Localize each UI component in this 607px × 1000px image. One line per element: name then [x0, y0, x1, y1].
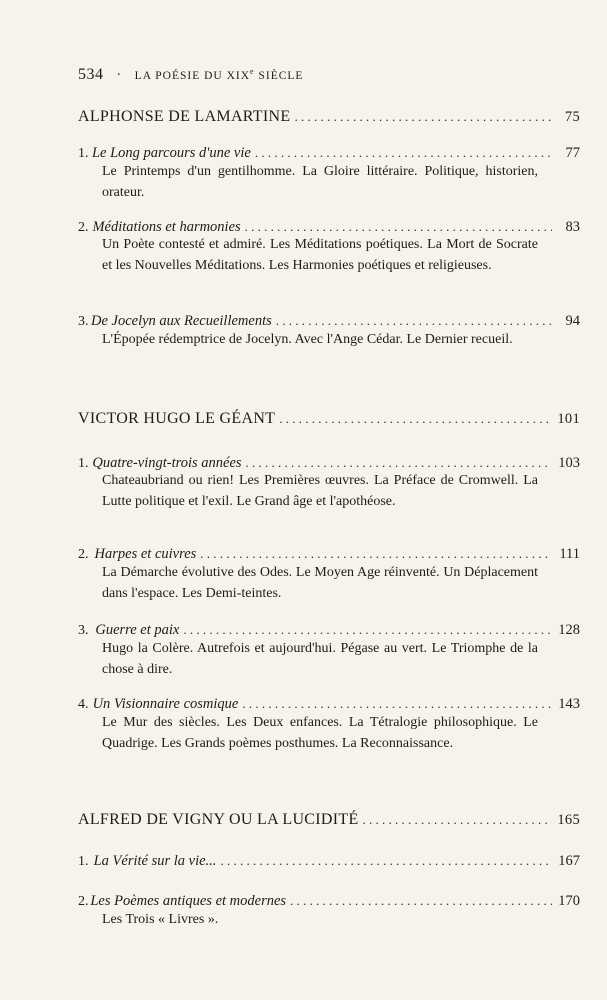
chapter-title: Les Poèmes antiques et modernes [90, 893, 287, 909]
chapter-page: 94 [565, 313, 580, 329]
chapter-number: 2. [78, 547, 89, 562]
chapter-title: Méditations et harmonies [92, 219, 241, 235]
chapter-number: 1. [78, 854, 89, 869]
toc-chapter[interactable] [78, 546, 580, 563]
leader-dots [245, 219, 552, 235]
section-page: 165 [557, 812, 580, 828]
toc-chapter[interactable] [78, 622, 580, 639]
chapter-page: 77 [565, 145, 580, 161]
chapter-title: La Vérité sur la vie... [93, 853, 217, 869]
chapter-page: 111 [559, 546, 580, 562]
section-title: VICTOR HUGO LE GÉANT [78, 410, 276, 427]
chapter-page: 167 [558, 853, 580, 869]
chapter-page: 170 [558, 893, 580, 909]
chapter-number: 3. [78, 623, 89, 638]
toc-chapter[interactable] [78, 455, 580, 472]
toc-chapter[interactable] [78, 853, 580, 870]
chapter-title: Harpes et cuivres [94, 546, 197, 562]
toc-section-vigny[interactable] [78, 811, 580, 829]
chapter-summary: Chateaubriand ou rien! Les Premières œuvres. La Préface de Cromwell. La Lutte politique et l'exil. Le Grand âge et l'apothéose. [102, 473, 538, 509]
leader-dots [246, 455, 552, 471]
leader-dots [294, 109, 552, 125]
page-number: 534 [78, 66, 104, 83]
chapter-summary: La Démarche évolutive des Odes. Le Moyen Age réinventé. Un Déplacement dans l'espace. Les Demi-teintes. [102, 565, 538, 601]
leader-dots [276, 313, 552, 329]
chapter-summary: Hugo la Colère. Autrefois et aujourd'hui. Pégase au vert. Le Triomphe de la chose à dire. [102, 641, 538, 677]
toc-section-hugo[interactable] [78, 410, 580, 428]
chapter-number: 3. [78, 314, 89, 329]
chapter-number: 1. [78, 456, 89, 471]
chapter-title: Quatre-vingt-trois années [92, 455, 242, 471]
section-page: 75 [564, 109, 580, 125]
header-separator: · [116, 68, 122, 83]
leader-dots [183, 622, 552, 638]
toc-chapter[interactable] [78, 893, 580, 910]
leader-dots [255, 145, 552, 161]
chapter-page: 128 [558, 622, 580, 638]
leader-dots [363, 812, 552, 828]
chapter-page: 143 [558, 696, 580, 712]
toc-chapter[interactable] [78, 219, 580, 236]
section-title: ALPHONSE DE LAMARTINE [78, 108, 291, 125]
chapter-summary: Le Printemps d'un gentilhomme. La Gloire littéraire. Politique, historien, orateur. [102, 164, 538, 200]
chapter-title: Guerre et paix [95, 622, 180, 638]
running-header [78, 66, 303, 84]
toc-section-lamartine[interactable] [78, 108, 580, 126]
chapter-number: 1. [78, 146, 89, 161]
leader-dots [200, 546, 552, 562]
chapter-title: Le Long parcours d'une vie [91, 145, 251, 161]
section-title: ALFRED DE VIGNY OU LA LUCIDITÉ [78, 811, 359, 828]
leader-dots [242, 696, 552, 712]
chapter-number: 4. [78, 697, 89, 712]
chapter-summary: L'Épopée rédemptrice de Jocelyn. Avec l'Ange Cédar. Le Dernier recueil. [102, 332, 513, 347]
chapter-page: 103 [558, 455, 580, 471]
leader-dots [279, 411, 552, 427]
chapter-summary: Les Trois « Livres ». [102, 912, 219, 927]
chapter-title: Un Visionnaire cosmique [92, 696, 239, 712]
chapter-number: 2. [78, 220, 89, 235]
chapter-page: 83 [565, 219, 580, 235]
section-page: 101 [557, 411, 580, 427]
chapter-summary: Un Poète contesté et admiré. Les Méditations poétiques. La Mort de Socrate et les Nouvelles Méditations. Les Harmonies poétiques et religieuses. [102, 237, 538, 273]
toc-chapter[interactable] [78, 313, 580, 330]
chapter-summary: Le Mur des siècles. Les Deux enfances. La Tétralogie philosophique. Le Quadrige. Les Grands poèmes posthumes. La Reconnaissance. [102, 715, 538, 751]
chapter-title: De Jocelyn aux Recueillements [91, 313, 272, 329]
leader-dots [290, 893, 552, 909]
chapter-number: 2. [78, 894, 89, 909]
running-title: LA POÉSIE DU XIXe SIÈCLE [134, 67, 304, 82]
toc-chapter[interactable] [78, 145, 580, 162]
toc-chapter[interactable] [78, 696, 580, 713]
leader-dots [220, 853, 552, 869]
